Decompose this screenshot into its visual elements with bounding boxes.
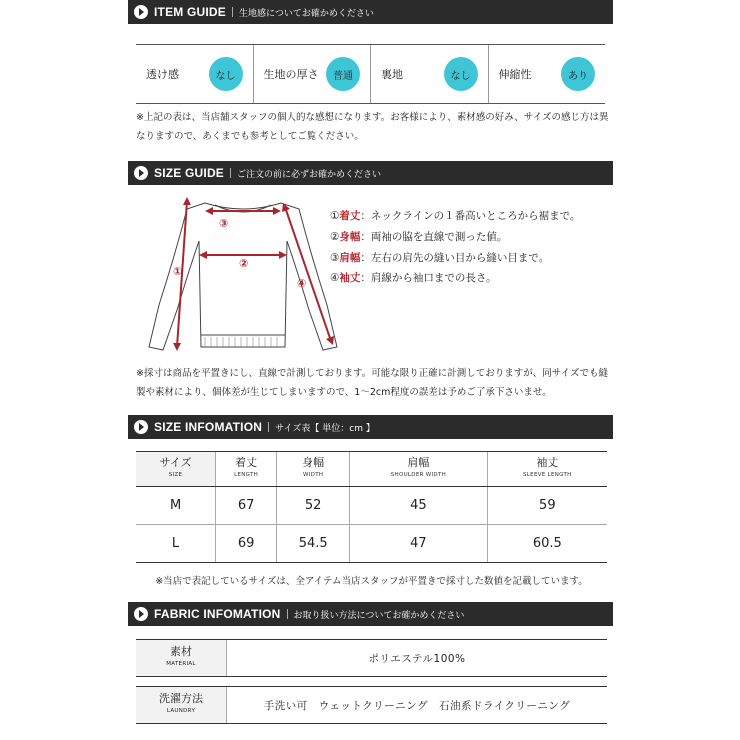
arrow-right-icon (134, 607, 148, 621)
guide-cell-lining (370, 45, 488, 103)
guide-value-badge: あり (561, 57, 595, 91)
fabric-value: 手洗い可 ウェットクリーニング 石油系ドライクリーニング (263, 699, 571, 712)
table-cell: L (136, 525, 216, 563)
section-subtitle: 生地感についてお確かめください (239, 8, 374, 19)
section-title: FABRIC INFOMATION (154, 607, 281, 621)
diagram-label-shoulder: ③ (219, 217, 229, 230)
table-cell: 54.5 (277, 525, 350, 563)
item-guide-table (136, 44, 605, 104)
fabric-row-laundry (136, 686, 607, 724)
divider (287, 609, 288, 619)
point-shoulder: ③肩幅：左右の肩先の縫い目から縫い目まで。 (330, 251, 550, 264)
size-guide-note: ※採寸は商品を平置きにし、直線で計測しております。可能な限り正確に計測しておりますが、同サイズでも縫製や素材により、個体差が生じてしまいますので、1〜2cm程度の誤差は予めご了承下さいませ。 (136, 368, 608, 398)
size-table (136, 451, 607, 563)
point-length: ①着丈：ネックラインの１番高いところから裾まで。 (330, 210, 581, 222)
table-cell: M (136, 487, 216, 525)
fabric-row-material (136, 639, 607, 677)
fabric-value: ポリエステル100% (368, 652, 466, 665)
item-guide-header (128, 0, 613, 24)
fabric-info-header (128, 602, 613, 626)
section-subtitle: お取り扱い方法についてお確かめください (293, 610, 465, 621)
guide-label: 透け感 (146, 68, 179, 81)
section-title: SIZE GUIDE (154, 166, 225, 180)
divider (268, 422, 269, 432)
guide-cell-thickness (253, 45, 371, 103)
diagram-label-width: ② (239, 257, 249, 270)
arrow-right-icon (134, 420, 148, 434)
guide-label: 生地の厚さ (263, 68, 319, 81)
col-header-length: 着丈 LENGTH (216, 452, 277, 487)
arrow-right-icon (134, 166, 148, 180)
guide-label: 裏地 (381, 68, 403, 81)
table-cell: 59 (487, 487, 607, 525)
section-subtitle: ご注文の前に必ずお確かめください (237, 169, 382, 180)
table-row (136, 487, 607, 525)
point-sleeve: ④袖丈：肩線から袖口までの長さ。 (330, 272, 497, 285)
section-subtitle: サイズ表【 単位：cm 】 (275, 423, 375, 434)
item-guide-note: ※上記の表は、当店舗スタッフの個人的な感想になります。お客様により、素材感の好み、サイズの感じ方は異なりますので、あくまでも参考としてご覧ください。 (136, 112, 609, 142)
divider (232, 7, 233, 17)
table-cell: 52 (277, 487, 350, 525)
guide-value-badge: なし (444, 57, 478, 91)
section-title: ITEM GUIDE (154, 5, 227, 19)
col-header-shoulder: 肩幅 SHOULDER WIDTH (350, 452, 487, 487)
table-header-row (136, 452, 607, 487)
size-info-header (128, 415, 613, 439)
divider (230, 168, 231, 178)
size-guide-header (128, 161, 613, 185)
col-header-size: サイズ SIZE (136, 452, 216, 487)
table-row (136, 525, 607, 563)
table-cell: 60.5 (487, 525, 607, 563)
measurement-points (330, 206, 580, 289)
guide-label: 伸縮性 (498, 68, 532, 81)
fabric-key: 洗濯方法 LAUNDRY (136, 687, 227, 723)
section-title: SIZE INFOMATION (154, 420, 263, 434)
guide-cell-stretch (488, 45, 606, 103)
guide-value-badge: なし (209, 57, 243, 91)
col-header-width: 身幅 WIDTH (277, 452, 350, 487)
diagram-label-sleeve: ④ (297, 277, 307, 290)
size-info-note: ※当店で表記しているサイズは、全アイテム当店スタッフが平置きで採寸した数値を記載しています。 (155, 576, 588, 587)
arrow-right-icon (134, 5, 148, 19)
table-cell: 67 (216, 487, 277, 525)
sweater-diagram (145, 195, 340, 353)
fabric-key: 素材 MATERIAL (136, 640, 227, 676)
table-cell: 45 (350, 487, 487, 525)
table-cell: 47 (350, 525, 487, 563)
point-width: ②身幅：両袖の脇を直線で測った値。 (330, 230, 508, 243)
guide-cell-transparency (136, 45, 253, 103)
table-cell: 69 (216, 525, 277, 563)
guide-value-badge: 普通 (326, 57, 360, 91)
col-header-sleeve: 袖丈 SLEEVE LENGTH (487, 452, 607, 487)
diagram-label-length: ① (173, 265, 183, 278)
